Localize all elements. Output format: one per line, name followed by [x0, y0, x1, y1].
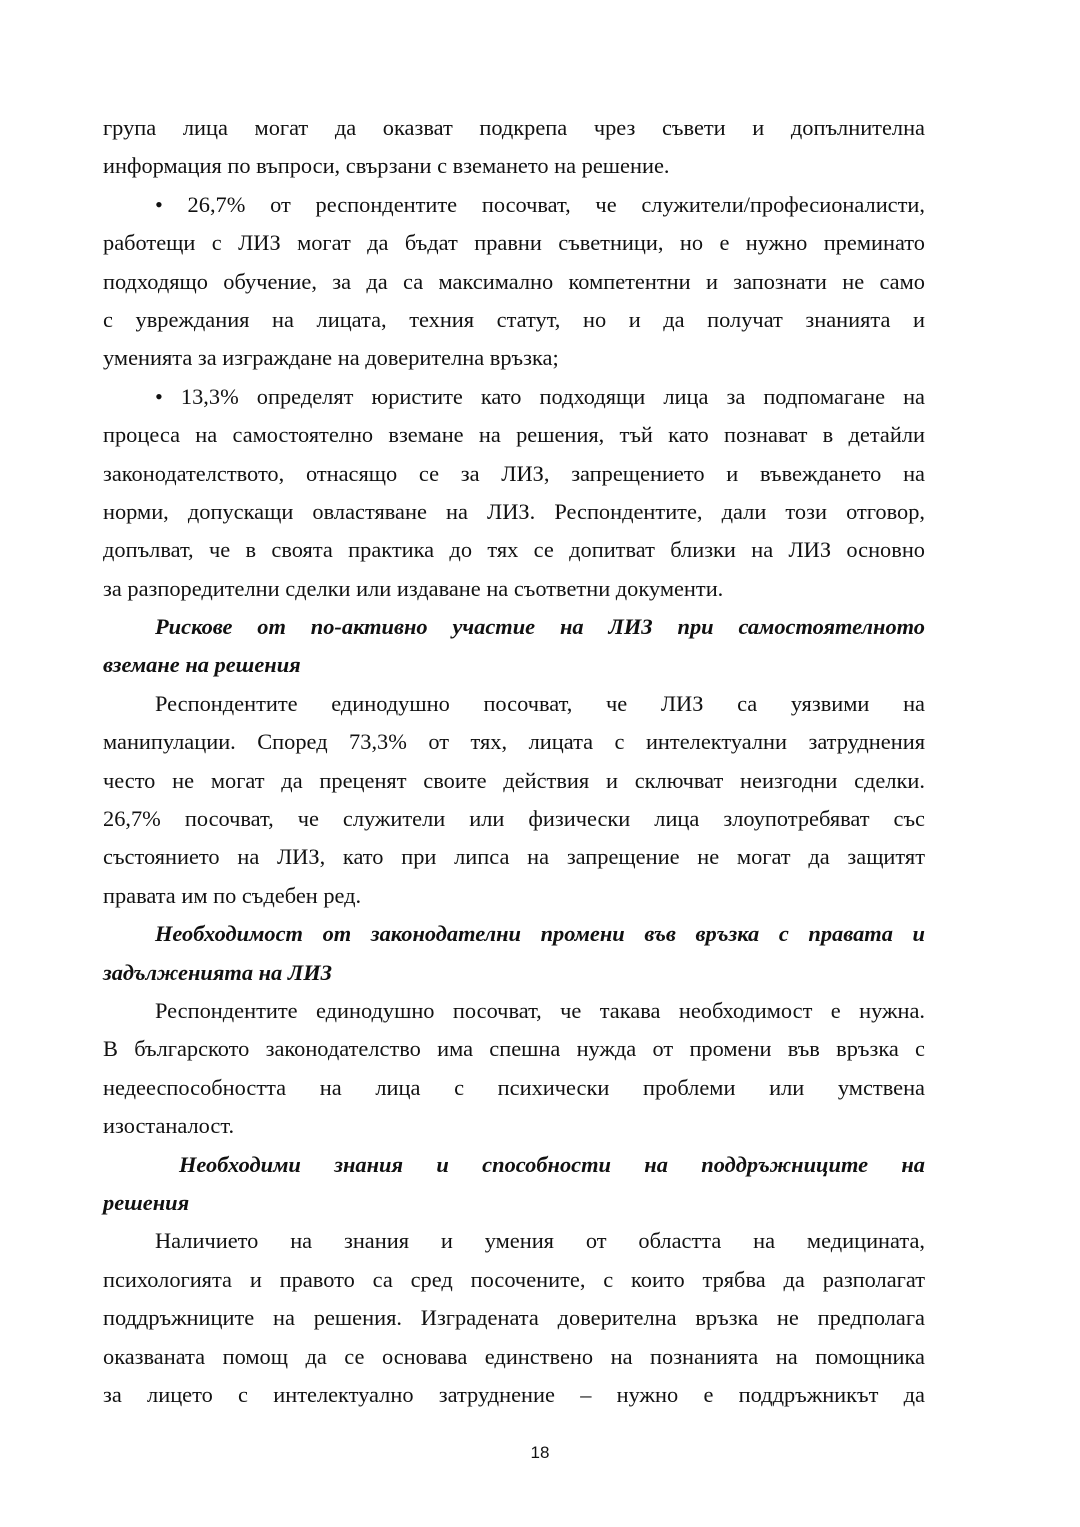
heading-line: Необходимост от законодателни промени във връзка с правата и	[155, 921, 925, 947]
section-heading	[103, 1146, 925, 1223]
text-line: за лицето с интелектуално затруднение – нужно е поддръжникът да	[103, 1381, 925, 1407]
heading-line: Необходими знания и способности на поддръжниците на	[179, 1151, 925, 1177]
text-line: Наличието на знания и умения от областта на медицината,	[155, 1228, 925, 1254]
heading-line: задълженията на ЛИЗ	[103, 959, 333, 985]
paragraph	[103, 685, 925, 915]
text-line: манипулации. Според 73,3% от тях, лицата с интелектуални затруднения	[103, 729, 925, 755]
text-line: работещи с ЛИЗ могат да бъдат правни съветници, но е нужно преминато	[103, 230, 925, 256]
text-line: информация по въпроси, свързани с вземането на решение.	[103, 153, 670, 179]
text-line: поддръжниците на решения. Изградената доверителна връзка не предполага	[103, 1305, 925, 1331]
text-line: норми, допускащи овластяване на ЛИЗ. Респондентите, дали този отговор,	[103, 498, 925, 524]
text-line: за разпоредителни сделки или издаване на съответни документи.	[103, 575, 724, 601]
text-line: недееспособността на лица с психически проблеми или умствена	[103, 1074, 925, 1100]
bullet-item	[103, 186, 925, 378]
text-line: оказваната помощ да се основава единствено на познанията на помощника	[103, 1343, 925, 1369]
text-line: 26,7% посочват, че служители или физически лица злоупотребяват със	[103, 806, 925, 832]
text-line: процеса на самостоятелно вземане на решения, тъй като познават в детайли	[103, 422, 925, 448]
text-line: допълват, че в своята практика до тях се допитват близки на ЛИЗ основно	[103, 537, 925, 563]
paragraph	[103, 992, 925, 1146]
document-page	[103, 109, 925, 1414]
heading-line: вземане на решения	[103, 652, 301, 678]
heading-line: решения	[103, 1189, 190, 1215]
section-heading	[103, 915, 925, 992]
heading-line: Рискове от по-активно участие на ЛИЗ при самостоятелното	[155, 614, 925, 640]
paragraph-continuation	[103, 109, 925, 186]
text-line: състоянието на ЛИЗ, като при липса на запрещение не могат да защитят	[103, 844, 925, 870]
bullet-item	[103, 378, 925, 608]
text-line: Респондентите единодушно посочват, че такава необходимост е нужна.	[155, 997, 925, 1023]
text-line: правата им по съдебен ред.	[103, 882, 362, 908]
text-line: група лица могат да оказват подкрепа чрез съвети и допълнителна	[103, 115, 925, 140]
text-line: законодателството, отнасящо се за ЛИЗ, запрещението и въвеждането на	[103, 460, 925, 486]
text-line: с увреждания на лицата, техния статут, но и да получат знанията и	[103, 306, 925, 332]
text-line: подходящо обучение, за да са максимално компетентни и запознати не само	[103, 268, 925, 294]
text-line: уменията за изграждане на доверителна връзка;	[103, 345, 559, 371]
section-heading	[103, 608, 925, 685]
text-line: Респондентите единодушно посочват, че ЛИЗ са уязвими на	[155, 690, 925, 716]
bullet-line: • 13,3% определят юристите като подходящи лица за подпомагане на	[155, 383, 925, 409]
text-line: В българското законодателство има спешна нужда от промени във връзка с	[103, 1036, 925, 1062]
bullet-line: • 26,7% от респондентите посочват, че служители/професионалисти,	[155, 191, 925, 217]
text-line: често не могат да преценят своите действия и сключват неизгодни сделки.	[103, 767, 925, 793]
text-line: изостаналост.	[103, 1113, 235, 1139]
paragraph	[103, 1222, 925, 1414]
text-line: психологията и правото са сред посочените, с които трябва да разполагат	[103, 1266, 925, 1292]
page-number: 18	[530, 1443, 550, 1462]
